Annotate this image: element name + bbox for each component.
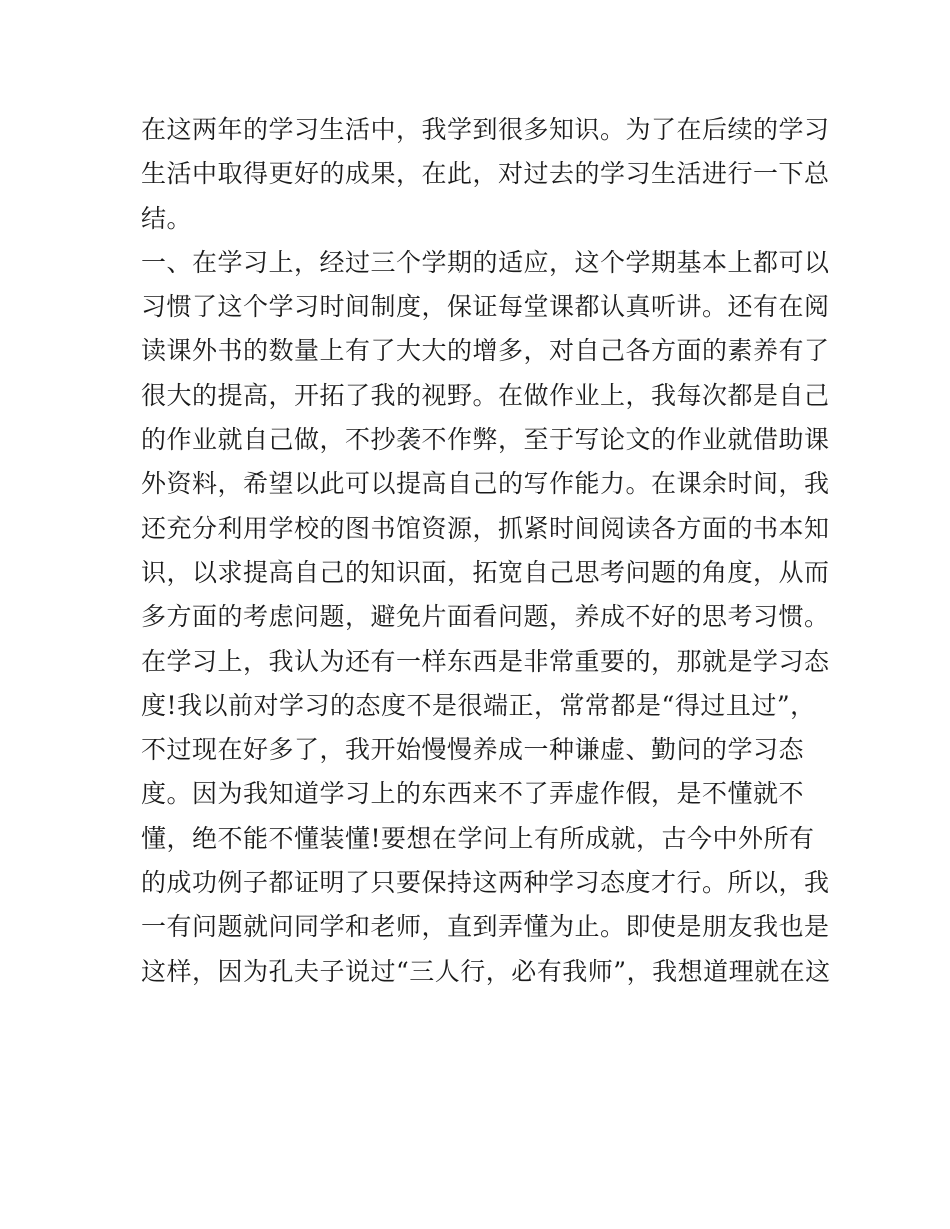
text-line: 读课外书的数量上有了大大的增多，对自己各方面的素养有了 [141,336,830,366]
text-line: 度。因为我知道学习上的东西来不了弄虚作假，是不懂就不 [141,779,805,809]
text-line: 在学习上，我认为还有一样东西是非常重要的，那就是学习态 [141,646,830,676]
text-line: 结。 [141,203,193,233]
text-line: 很大的提高，开拓了我的视野。在做作业上，我每次都是自己 [141,380,830,410]
text-line: 懂，绝不能不懂装懂!要想在学问上有所成就，古今中外所有 [141,823,815,853]
text-line: 多方面的考虑问题，避免片面看问题，养成不好的思考习惯。 [141,602,830,632]
text-line: 一有问题就问同学和老师，直到弄懂为止。即使是朋友我也是 [141,912,830,942]
text-line: 还充分利用学校的图书馆资源，抓紧时间阅读各方面的书本知 [141,513,830,543]
text-line: 的作业就自己做，不抄袭不作弊，至于写论文的作业就借助课 [141,425,830,455]
text-line: 在这两年的学习生活中，我学到很多知识。为了在后续的学习 [141,115,830,144]
text-line: 识，以求提高自己的知识面，拓宽自己思考问题的角度，从而 [141,557,830,587]
text-line: 不过现在好多了，我开始慢慢养成一种谦虚、勤问的学习态 [141,735,805,765]
text-line: 的成功例子都证明了只要保持这两种学习态度才行。所以，我 [141,868,830,898]
text-line: 习惯了这个学习时间制度，保证每堂课都认真听讲。还有在阅 [141,292,830,322]
text-line: 度!我以前对学习的态度不是很端正，常常都是“得过且过”， [141,690,816,720]
text-line: 生活中取得更好的成果，在此，对过去的学习生活进行一下总 [141,159,830,189]
text-line: 一、在学习上，经过三个学期的适应，这个学期基本上都可以 [141,247,830,277]
body-text [141,108,831,994]
text-line: 外资料，希望以此可以提高自己的写作能力。在课余时间，我 [141,469,830,499]
text-line: 这样，因为孔夫子说过“三人行，必有我师”，我想道理就在这 [141,956,831,986]
